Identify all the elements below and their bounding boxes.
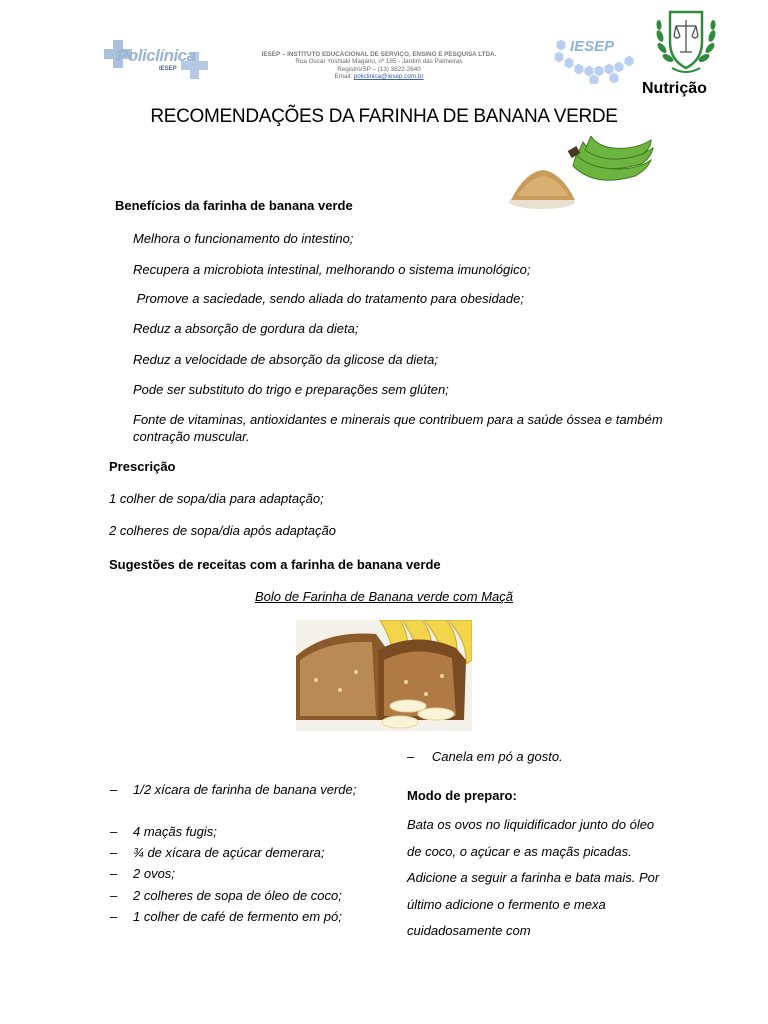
iesep-logo-text: IESEP [570,38,615,55]
bullet-dash: – [110,782,118,797]
benefit-item: Promove a saciedade, sendo aliada do tratamento para obesidade; [133,291,524,306]
bullet-dash: – [110,845,118,860]
ingredient-item [110,779,362,800]
institution-phone: Registro/SP – (13) 3822-2640 [337,65,421,73]
banana-flour-illustration [505,136,655,212]
ingredient-item [110,842,362,863]
benefits-heading: Benefícios da farinha de banana verde [115,198,353,213]
ingredient-text: 4 maçãs fugis; [133,824,217,839]
ingredient-text: 2 ovos; [133,866,175,881]
benefit-item: Pode ser substituto do trigo e preparações sem glúten; [133,382,449,397]
policlinica-logo-text: Policlínica [117,46,196,65]
prescription-heading: Prescrição [109,459,176,474]
benefit-item: Reduz a absorção de gordura da dieta; [133,321,359,336]
ingredient-item [110,906,362,927]
bullet-dash: – [110,824,118,839]
recipes-heading: Sugestões de receitas com a farinha de banana verde [109,557,441,572]
benefit-item: Fonte de vitaminas, antioxidantes e minerais que contribuem para a saúde óssea e também contração muscular. [133,412,663,444]
benefit-item: Reduz a velocidade de absorção da glicose da dieta; [133,352,438,367]
ingredient-item [110,821,362,842]
ingredient-text: 1/2 xícara de farinha de banana verde; [133,782,357,797]
institution-info [215,51,543,81]
ingredient-item [407,749,563,764]
benefit-item: Melhora o funcionamento do intestino; [133,231,354,246]
nutrition-crest-logo [652,6,720,76]
method-text: Bata os ovos no liquidificador junto do óleo de coco, o açúcar e as maçãs picadas. Adicione a seguir a farinha e bata mais. Por último adicione o fermento e mexa cuidadosamente com [407,817,660,938]
ingredient-item [110,885,362,906]
ingredient-text: 2 colheres de sopa de óleo de coco; [133,888,342,903]
email-link[interactable]: policlinica@iesep.com.br [353,73,424,81]
ingredient-text: Canela em pó a gosto. [431,749,563,764]
banana-cake-photo [296,620,472,731]
bullet-dash: – [110,866,118,881]
page-title: RECOMENDAÇÕES DA FARINHA DE BANANA VERDE [150,106,618,127]
ingredient-text: ¾ de xícara de açúcar demerara; [133,845,325,860]
benefit-item: Recupera a microbiota intestinal, melhorando o sistema imunológico; [133,262,531,277]
institution-name: IESEP – INSTITUTO EDUCACIONAL DE SERVIÇO, ENSINO E PESQUISA LTDA. [261,51,497,58]
department-label: Nutrição [642,80,707,97]
ingredient-text: 1 colher de café de fermento em pó; [133,909,342,924]
email-label: Email: [334,73,352,81]
iesep-logo [550,36,636,84]
institution-email-line [215,73,543,80]
ingredient-item [110,863,362,884]
recipe-title: Bolo de Farinha de Banana verde com Maçã [255,589,513,604]
bullet-dash: – [407,749,415,764]
prescription-item: 1 colher de sopa/dia para adaptação; [109,491,324,506]
policlinica-logo-subtext: IESEP [159,66,177,72]
prescription-item: 2 colheres de sopa/dia após adaptação [109,523,336,538]
method-heading: Modo de preparo: [407,788,517,803]
bullet-dash: – [110,909,118,924]
policlinica-logo [103,40,211,80]
bullet-dash: – [110,888,118,903]
institution-address: Rua Oscar Yoshiaki Magário, nº 185 - Jardim das Palmeiras [295,58,463,66]
laurel-scale-crest-icon [652,6,720,76]
